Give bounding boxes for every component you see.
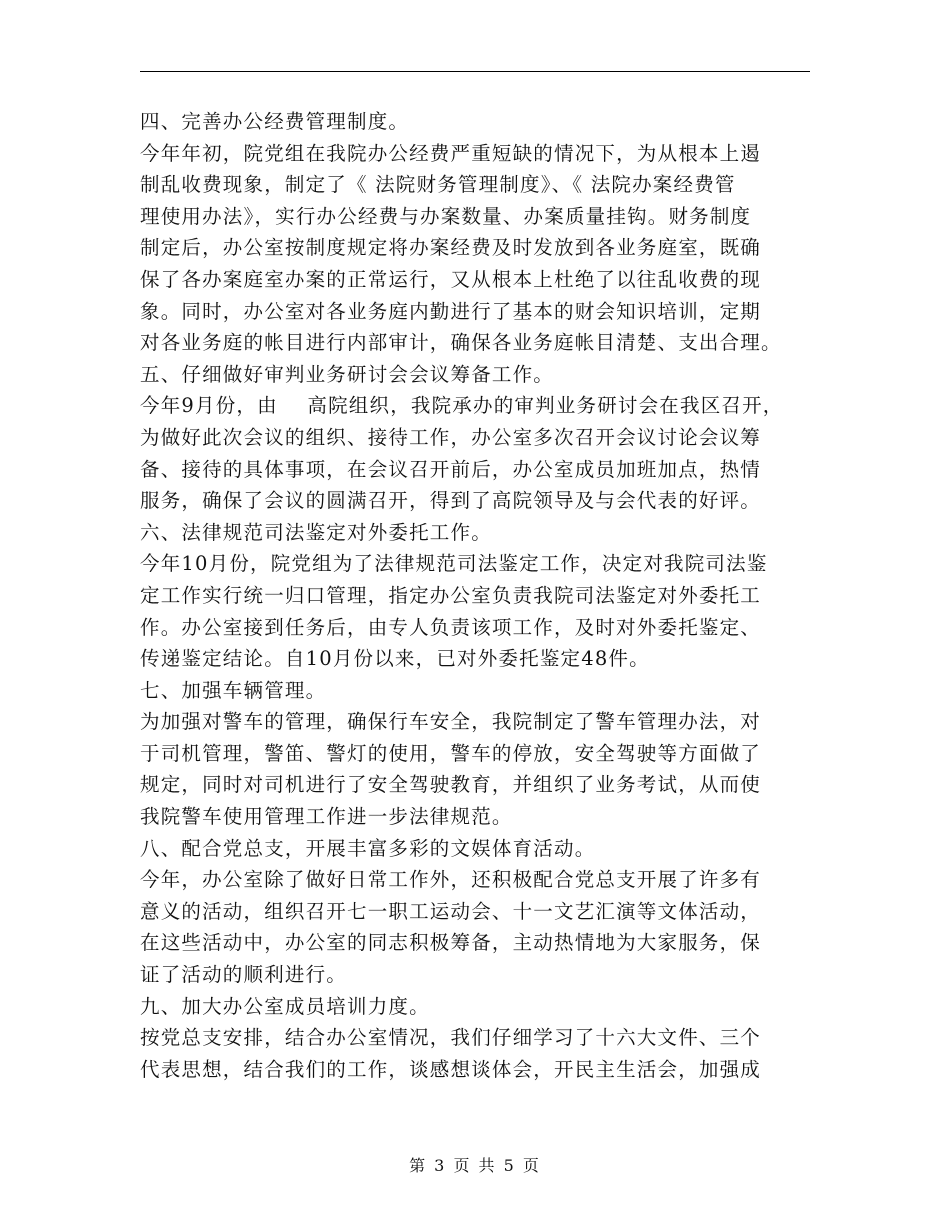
text-line: 保了各办案庭室办案的正常运行，又从根本上杜绝了以往乱收费的现 — [140, 267, 762, 291]
text-line: 传递鉴定结论。自10月份以来，已对外委托鉴定48件。 — [140, 647, 650, 671]
text-line: 今年9月份，由 高院组织，我院承办的审判业务研讨会在我区召开， — [140, 394, 784, 418]
text-line: 为做好此次会议的组织、接待工作，办公室多次召开会议讨论会议筹 — [140, 425, 762, 449]
section-heading-5: 五、仔细做好审判业务研讨会会议筹备工作。 — [140, 362, 555, 386]
text-line: 服务，确保了会议的圆满召开，得到了高院领导及与会代表的好评。 — [140, 489, 762, 513]
section-heading-9: 九、加大办公室成员培训力度。 — [140, 994, 430, 1018]
text-line: 在这些活动中，办公室的同志积极筹备，主动热情地为大家服务，保 — [140, 931, 762, 955]
text-line: 为加强对警车的管理，确保行车安全，我院制定了警车管理办法，对 — [140, 710, 762, 734]
text-line: 对各业务庭的帐目进行内部审计，确保各业务庭帐目清楚、支出合理。 — [140, 331, 782, 355]
text-line: 制乱收费现象，制定了《 法院财务管理制度》、《 法院办案经费管 — [140, 173, 736, 197]
text-line: 代表思想，结合我们的工作，谈感想谈体会，开民主生活会，加强成 — [140, 1057, 762, 1081]
text-line: 规定，同时对司机进行了安全驾驶教育，并组织了业务考试，从而使 — [140, 773, 762, 797]
section-heading-7: 七、加强车辆管理。 — [140, 678, 327, 702]
section-heading-4: 四、完善办公经费管理制度。 — [140, 110, 410, 133]
text-line: 理使用办法》，实行办公经费与办案数量、办案质量挂钩。财务制度 — [140, 204, 752, 228]
text-line: 定工作实行统一归口管理，指定办公室负责我院司法鉴定对外委托工 — [140, 583, 762, 607]
text-line: 制定后，办公室按制度规定将办案经费及时发放到各业务庭室，既确 — [140, 236, 762, 260]
text-line: 意义的活动，组织召开七一职工运动会、十一文艺汇演等文体活动， — [140, 899, 762, 923]
text-line: 备、接待的具体事项，在会议召开前后，办公室成员加班加点，热情 — [140, 457, 762, 481]
document-body — [140, 106, 820, 1085]
text-line: 我院警车使用管理工作进一步法律规范。 — [140, 805, 513, 829]
text-line: 按党总支安排，结合办公室情况，我们仔细学习了十六大文件、三个 — [140, 1026, 762, 1050]
section-heading-6: 六、法律规范司法鉴定对外委托工作。 — [140, 520, 492, 544]
text-line: 今年10月份，院党组为了法律规范司法鉴定工作，决定对我院司法鉴 — [140, 552, 768, 576]
text-line: 今年，办公室除了做好日常工作外，还积极配合党总支开展了许多有 — [140, 868, 762, 892]
text-line: 于司机管理，警笛、警灯的使用，警车的停放，安全驾驶等方面做了 — [140, 741, 762, 765]
page-number: 第 3 页 共 5 页 — [409, 1156, 541, 1175]
text-line: 证了活动的顺利进行。 — [140, 963, 348, 987]
header-rule — [140, 71, 810, 72]
text-line: 今年年初，院党组在我院办公经费严重短缺的情况下，为从根本上遏 — [140, 141, 762, 165]
text-line: 作。办公室接到任务后，由专人负责该项工作，及时对外委托鉴定、 — [140, 615, 762, 639]
text-line: 象。同时，办公室对各业务庭内勤进行了基本的财会知识培训，定期 — [140, 299, 762, 323]
section-heading-8: 八、配合党总支，开展丰富多彩的文娱体育活动。 — [140, 836, 596, 860]
